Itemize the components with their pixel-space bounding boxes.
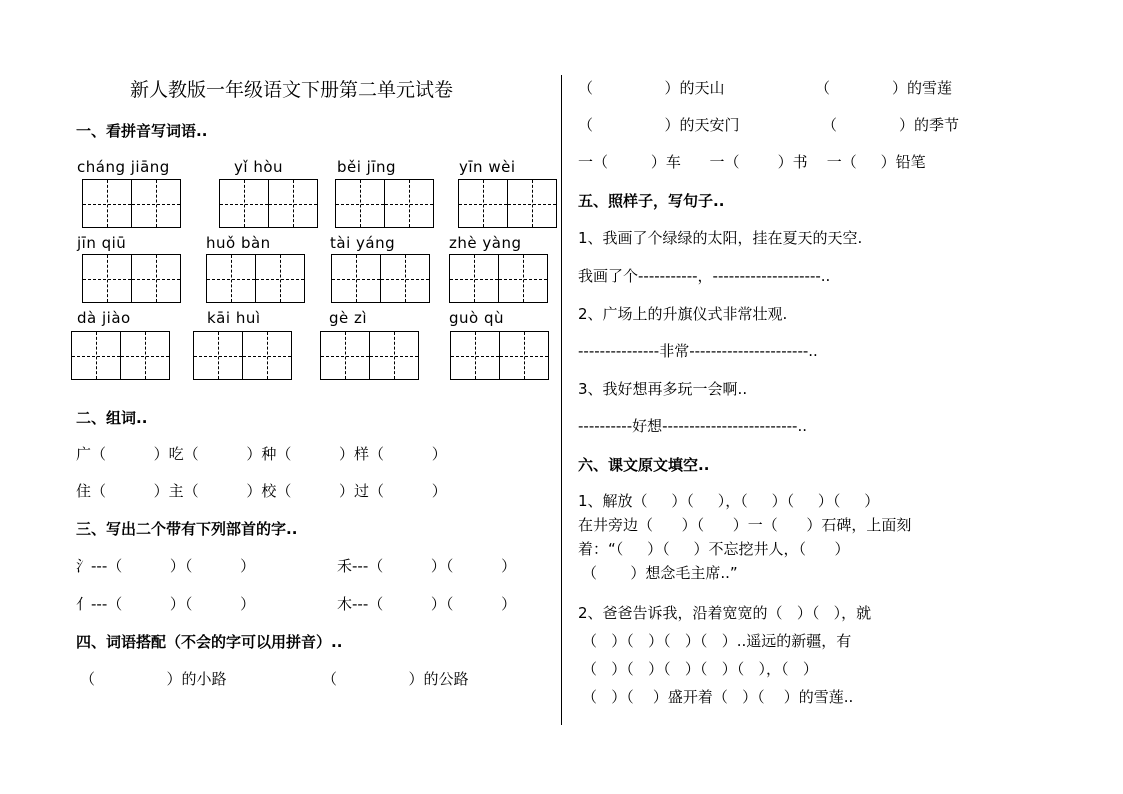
sentence-answer-2[interactable]: ---------------非常----------------------.. [578, 342, 818, 360]
fill-text-2-line-4[interactable]: （ ）（ ）盛开着（ ）（ ）的雪莲.. [582, 688, 854, 706]
writing-grid[interactable] [82, 254, 181, 303]
pinyin-2-3: tài yáng [330, 234, 396, 252]
section-3-heading: 三、写出二个带有下列部首的字.. [76, 520, 298, 538]
section-6-heading: 六、课文原文填空.. [578, 456, 710, 474]
pinyin-1-1: cháng jiāng [77, 158, 170, 176]
pinyin-3-2: kāi huì [207, 309, 261, 327]
fill-text-1-line-1[interactable]: 1、解放（ ）（ ），（ ）（ ）（ ） [578, 492, 880, 510]
match-line-3-right[interactable]: （ ）的季节 [822, 116, 959, 134]
section-4-heading: 四、词语搭配（不会的字可以用拼音）.. [76, 633, 343, 651]
writing-grid[interactable] [450, 331, 549, 380]
pinyin-3-3: gè zì [329, 309, 368, 327]
measure-word-line[interactable]: 一（ ）车 一（ ）书 一（ ）铅笔 [578, 153, 926, 171]
section-5-heading: 五、照样子，写句子.. [578, 192, 725, 210]
sentence-answer-3[interactable]: ----------好想-------------------------.. [578, 417, 807, 435]
sentence-example-1: 1、我画了个绿绿的太阳，挂在夏天的天空. [578, 229, 863, 247]
pinyin-1-4: yīn wèi [459, 158, 516, 176]
writing-grid[interactable] [320, 331, 419, 380]
match-line-2-left[interactable]: （ ）的天山 [578, 79, 725, 97]
section-2-heading: 二、组词.. [76, 409, 148, 427]
match-line-2-right[interactable]: （ ）的雪莲 [815, 79, 952, 97]
pinyin-2-4: zhè yàng [449, 234, 522, 252]
writing-grid[interactable] [458, 179, 557, 228]
pinyin-3-4: guò qù [449, 309, 505, 327]
word-group-row-2[interactable]: 住（ ）主（ ）校（ ）过（ ） [76, 482, 447, 500]
pinyin-3-1: dà jiào [77, 309, 131, 327]
fill-text-2-line-1[interactable]: 2、爸爸告诉我，沿着宽宽的（ ）（ ），就 [578, 604, 872, 622]
match-line-3-left[interactable]: （ ）的天安门 [578, 116, 740, 134]
radical-row-2-left[interactable]: 亻---（ ）（ ） [76, 595, 256, 613]
word-group-row-1[interactable]: 广（ ）吃（ ）种（ ）样（ ） [76, 445, 447, 463]
writing-grid[interactable] [206, 254, 305, 303]
section-1-heading: 一、看拼音写词语.. [76, 122, 208, 140]
fill-text-1-line-4[interactable]: （ ）想念毛主席..” [582, 564, 738, 582]
pinyin-2-1: jīn qiū [77, 234, 127, 252]
writing-grid[interactable] [219, 179, 318, 228]
pinyin-1-3: běi jīng [337, 158, 397, 176]
radical-row-2-right[interactable]: 木---（ ）（ ） [337, 595, 517, 613]
radical-row-1-left[interactable]: 氵---（ ）（ ） [76, 557, 256, 575]
page-title: 新人教版一年级语文下册第二单元试卷 [130, 79, 454, 101]
pinyin-2-2: huǒ bàn [206, 234, 271, 252]
sentence-example-3: 3、我好想再多玩一会啊.. [578, 380, 748, 398]
fill-text-2-line-2[interactable]: （ ）（ ）（ ）（ ）..遥远的新疆，有 [582, 632, 852, 650]
writing-grid[interactable] [71, 331, 170, 380]
match-line-1-left[interactable]: （ ）的小路 [80, 670, 227, 688]
fill-text-1-line-3[interactable]: 着：“（ ）（ ）不忘挖井人，（ ） [578, 540, 850, 558]
column-divider [561, 75, 562, 725]
sentence-example-2: 2、广场上的升旗仪式非常壮观. [578, 305, 788, 323]
radical-row-1-right[interactable]: 禾---（ ）（ ） [337, 557, 517, 575]
fill-text-1-line-2[interactable]: 在井旁边（ ）（ ）一（ ）石碑，上面刻 [578, 516, 912, 534]
sentence-answer-1[interactable]: 我画了个-----------，--------------------.. [578, 267, 831, 285]
writing-grid[interactable] [82, 179, 181, 228]
writing-grid[interactable] [335, 179, 434, 228]
pinyin-1-2: yǐ hòu [234, 158, 284, 176]
fill-text-2-line-3[interactable]: （ ）（ ）（ ）（ ）（ ），（ ） [582, 660, 818, 678]
writing-grid[interactable] [331, 254, 430, 303]
writing-grid[interactable] [449, 254, 548, 303]
writing-grid[interactable] [193, 331, 292, 380]
match-line-1-right[interactable]: （ ）的公路 [322, 670, 469, 688]
